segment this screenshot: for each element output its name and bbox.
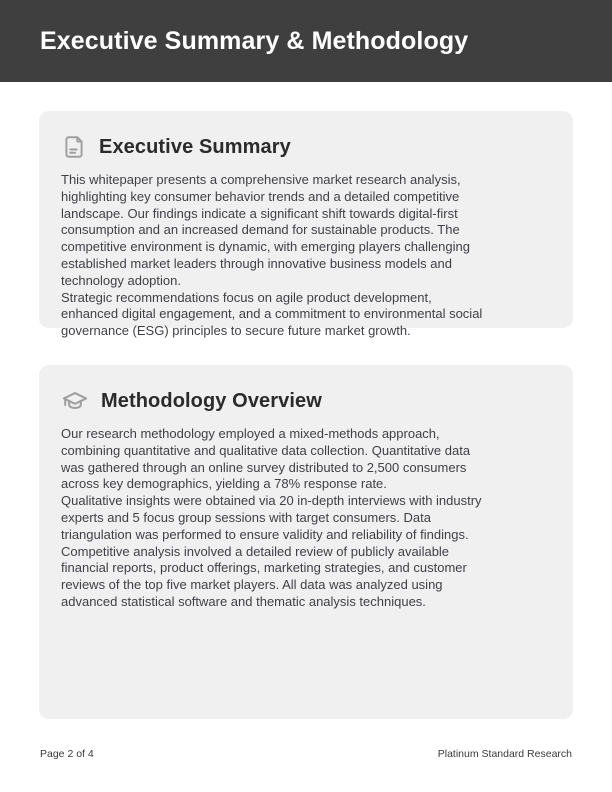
executive-summary-title: Executive Summary (99, 135, 291, 158)
methodology-card-header (61, 387, 551, 415)
file-text-icon (61, 134, 87, 160)
text-line: experts and 5 focus group sessions with target consumers. Data (61, 509, 431, 525)
paragraph (61, 172, 553, 290)
paragraph (61, 493, 553, 611)
page-title: Executive Summary & Methodology (40, 26, 469, 55)
text-line: landscape. Our findings indicate a significant shift towards digital-first (61, 205, 458, 221)
text-line: reviews of the top five market players. All data was analyzed using (61, 577, 443, 593)
text-line: technology adoption. (61, 272, 181, 288)
executive-summary-card-header (61, 133, 551, 161)
text-line: combining quantitative and qualitative data collection. Quantitative data (61, 442, 471, 458)
text-line: was gathered through an online survey distributed to 2,500 consumers (61, 459, 467, 475)
methodology-title: Methodology Overview (101, 389, 322, 412)
text-line: advanced statistical software and thematic analysis techniques. (61, 593, 426, 609)
text-line: Our research methodology employed a mixed-methods approach, (61, 426, 440, 441)
methodology-card (39, 365, 573, 719)
page-header (0, 0, 612, 82)
text-line: triangulation was performed to ensure validity and reliability of findings. (61, 526, 469, 542)
text-line: Strategic recommendations focus on agile product development, (61, 289, 432, 305)
text-line: governance (ESG) principles to secure future market growth. (61, 323, 411, 339)
text-line: established market leaders through innovative business models and (61, 255, 452, 271)
brand-name: Platinum Standard Research (437, 748, 572, 760)
text-line: Qualitative insights were obtained via 20 in-depth interviews with industry (61, 493, 482, 509)
text-line: consumption and an increased demand for sustainable products. The (61, 222, 460, 238)
paragraph (61, 290, 553, 340)
text-line: financial reports, product offerings, marketing strategies, and customer (61, 560, 467, 576)
text-line: across key demographics, yielding a 78% response rate. (61, 476, 387, 492)
text-line: highlighting key consumer behavior trends and a detailed competitive (61, 188, 460, 204)
text-line: Competitive analysis involved a detailed review of publicly available (61, 543, 450, 559)
text-line: enhanced digital engagement, and a commitment to environmental social (61, 306, 483, 322)
executive-summary-card (39, 111, 573, 339)
text-line: This whitepaper presents a comprehensive market research analysis, (61, 172, 461, 187)
graduation-cap-icon (61, 387, 89, 415)
page-number: Page 2 of 4 (40, 748, 94, 760)
paragraph (61, 426, 553, 493)
text-line: competitive environment is dynamic, with emerging players challenging (61, 239, 470, 255)
page-footer (40, 748, 572, 760)
executive-summary-body (61, 172, 553, 340)
methodology-body (61, 426, 553, 611)
